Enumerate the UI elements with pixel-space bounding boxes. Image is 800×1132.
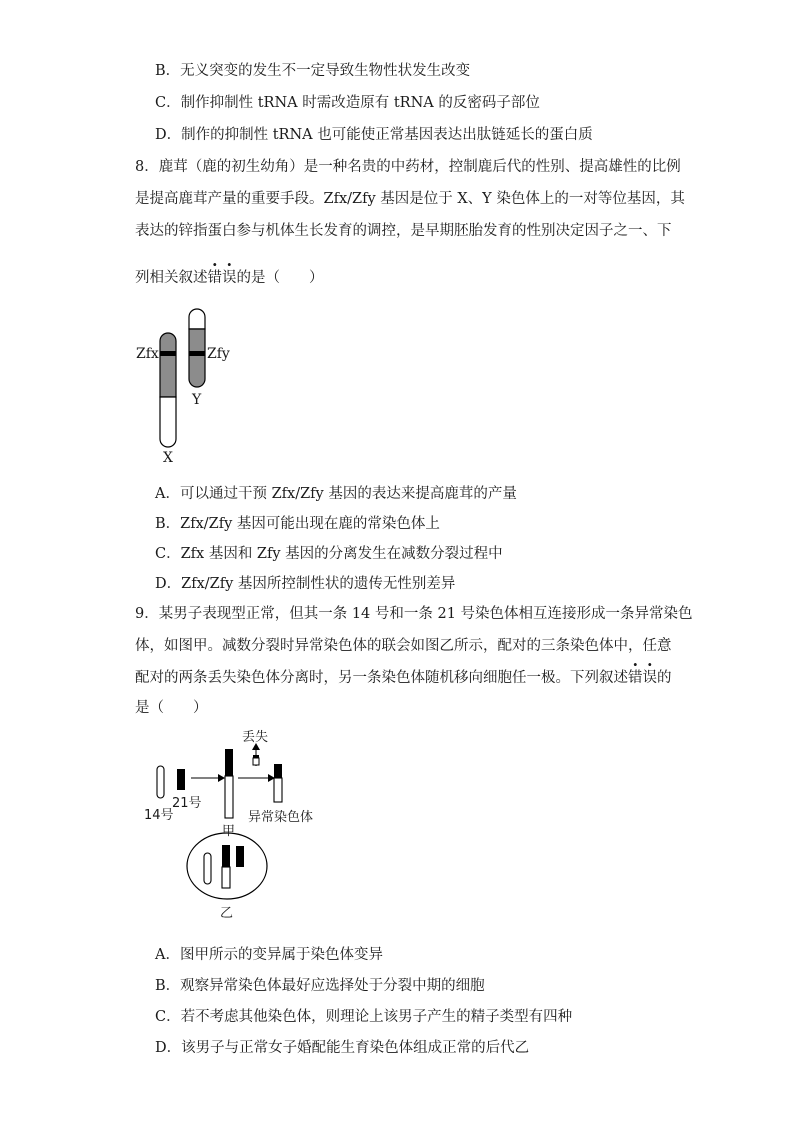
pairing-chromosome-14 [204, 853, 211, 884]
q8-option-d: D．Zfx/Zfy 基因所控制性状的遗传无性别差异 [155, 576, 456, 592]
q8-stem-line-3: 表达的锌指蛋白参与机体生长发育的调控，是早期胚胎发育的性别决定因子之一、下 [135, 223, 672, 239]
lost-fragment-tip [253, 755, 259, 758]
pairing-abnormal-chromosome [222, 845, 230, 888]
q7-option-b: B．无义突变的发生不一定导致生物性状发生改变 [155, 63, 471, 79]
q9-stem-line-2: 体，如图甲。减数分裂时异常染色体的联会如图乙所示，配对的三条染色体中，任意 [135, 638, 672, 654]
q9-stem-line-3-post: 的 [657, 670, 672, 686]
pairing-chromosome-21 [236, 846, 244, 867]
q8-emphasis-char-1: 错 [207, 270, 222, 286]
q9-chromosome-figure [130, 726, 350, 926]
label-jia: 甲 [222, 824, 236, 839]
q9-option-c: C．若不考虑其他染色体，则理论上该男子产生的精子类型有四种 [155, 1009, 573, 1025]
q8-stem-line-4-post: 的是（ ） [236, 270, 324, 286]
q9-stem-line-3-pre: 配对的两条丢失染色体分离时，另一条染色体随机移向细胞任一极。下列叙述 [135, 670, 628, 686]
q8-emphasis-char-2: 误 [222, 270, 237, 286]
arrow-to-jia-head [218, 774, 225, 782]
q8-stem-line-4-pre: 列相关叙述 [135, 270, 208, 286]
q9-stem-line-4: 是（ ） [135, 700, 208, 716]
q9-option-d: D．该男子与正常女子婚配能生育染色体组成正常的后代乙 [155, 1040, 530, 1056]
q9-option-a: A．图甲所示的变异属于染色体变异 [155, 947, 383, 963]
q9-stem-line-3 [135, 668, 672, 688]
q9-emphasis-char-1: 错 [628, 670, 643, 686]
q7-option-c: C．制作抑制性 tRNA 时需改造原有 tRNA 的反密码子部位 [155, 95, 540, 111]
x-chromosome [160, 333, 176, 447]
label-chromosome-21: 21号 [172, 796, 202, 811]
label-abnormal-chromosome: 异常染色体 [248, 810, 314, 825]
q9-emphasis-char-2: 误 [642, 670, 657, 686]
label-yi: 乙 [220, 906, 234, 921]
q9-option-b: B．观察异常染色体最好应选择处于分裂中期的细胞 [155, 978, 485, 994]
q8-stem-line-4 [135, 268, 324, 288]
lost-fragment [253, 758, 259, 765]
fused-chromosome-jia [225, 749, 233, 818]
y-chromosome [189, 309, 205, 387]
abnormal-chromosome [274, 764, 282, 802]
q9-stem-line-1: 9．某男子表现型正常，但其一条 14 号和一条 21 号染色体相互连接形成一条异常染色 [135, 606, 693, 622]
q8-chromosome-svg [130, 305, 250, 470]
q7-option-d: D．制作的抑制性 tRNA 也可能使正常基因表达出肽链延长的蛋白质 [155, 127, 593, 143]
label-zfx: Zfx [136, 346, 159, 362]
label-x-chromosome: X [163, 450, 173, 466]
q8-stem-line-2: 是提高鹿茸产量的重要手段。Zfx/Zfy 基因是位于 X、Y 染色体上的一对等位基因，其 [135, 191, 685, 207]
q8-option-c: C．Zfx 基因和 Zfy 基因的分离发生在减数分裂过程中 [155, 546, 503, 562]
label-zfy: Zfy [207, 346, 230, 362]
label-y-chromosome: Y [192, 392, 202, 408]
chromosome-21 [177, 769, 185, 790]
label-lost: 丢失 [242, 730, 269, 745]
chromosome-14 [157, 766, 164, 798]
q8-stem-line-1: 8．鹿茸（鹿的初生幼角）是一种名贵的中药材，控制鹿后代的性别、提高雄性的比例 [135, 159, 681, 175]
q8-chromosome-figure [130, 305, 250, 470]
q8-option-b: B．Zfx/Zfy 基因可能出现在鹿的常染色体上 [155, 516, 440, 532]
q9-chromosome-svg [130, 726, 350, 926]
q8-option-a: A．可以通过干预 Zfx/Zfy 基因的表达来提高鹿茸的产量 [155, 486, 517, 502]
label-chromosome-14: 14号 [144, 808, 174, 823]
